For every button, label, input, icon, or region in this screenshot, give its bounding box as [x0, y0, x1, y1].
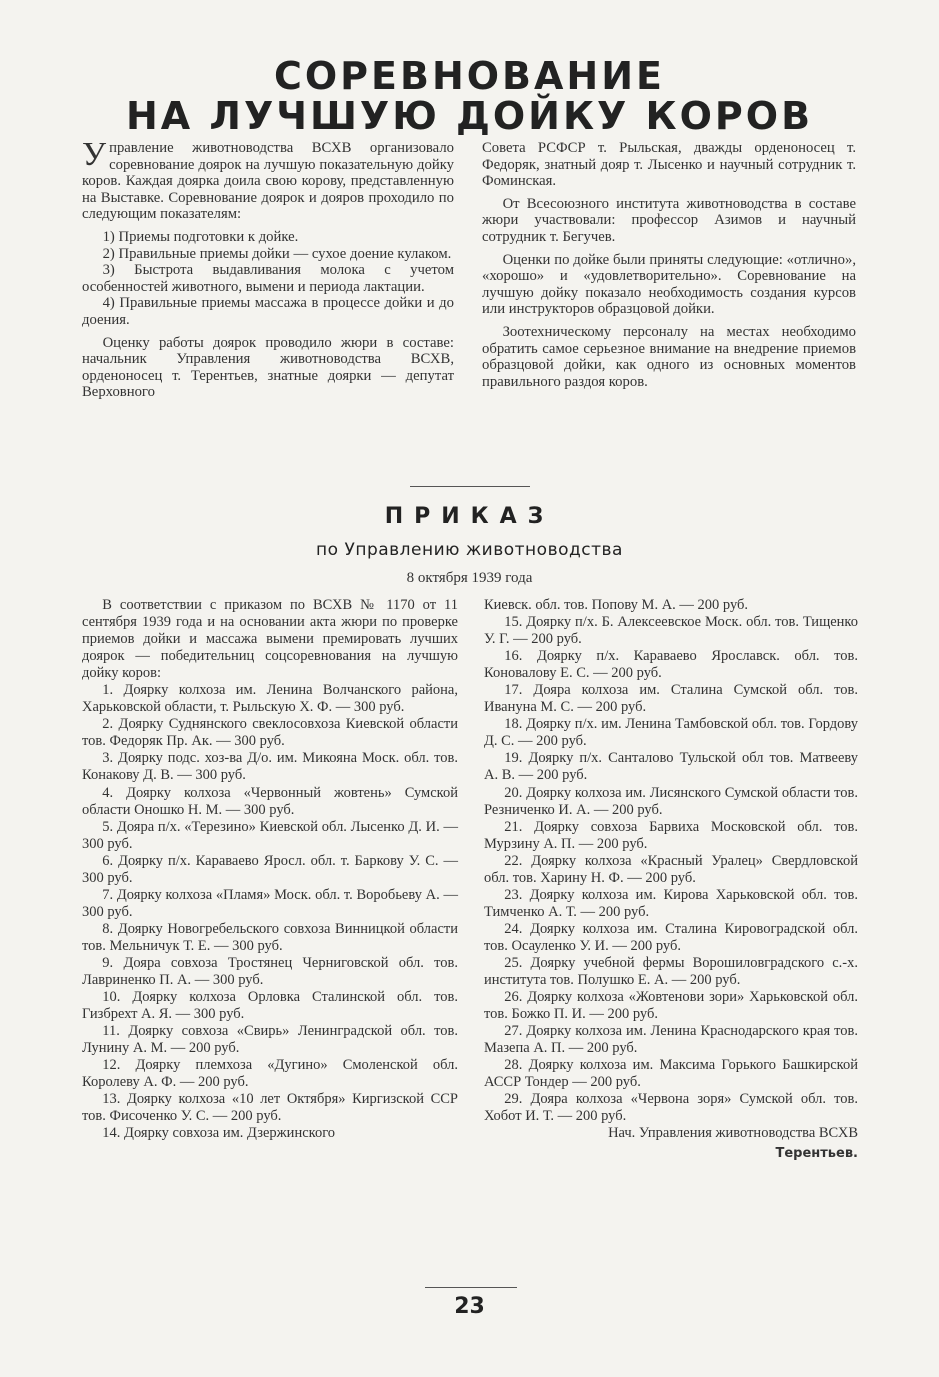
award-item: 8. Доярку Новогребельского совхоза Винницкой области тов. Мельничук Т. Е. — 300 руб.	[82, 920, 458, 954]
award-item: 20. Доярку колхоза им. Лисянского Сумской области тов. Резниченко И. А. — 200 руб.	[484, 784, 858, 818]
article-right-column	[482, 140, 856, 390]
order-title: ПРИКАЗ	[384, 504, 555, 529]
article-paragraph: Совета РСФСР т. Рыльская, дважды орденоносец т. Федоряк, знатный дояр т. Лысенко и научный сотрудник т. Фоминская.	[482, 140, 856, 190]
page-number-rule	[425, 1287, 517, 1288]
award-item: 14. Доярку совхоза им. Дзержинского	[102, 1125, 336, 1142]
order-left-column	[82, 597, 458, 1143]
article-title-line2: НА ЛУЧШУЮ ДОЙКУ КОРОВ	[125, 94, 814, 138]
signature-title: Нач. Управления животноводства ВСХВ	[608, 1125, 858, 1142]
article-paragraph: От Всесоюзного института животноводства в составе жюри участвовали: профессор Азимов и научный сотрудник т. Бегучев.	[482, 195, 856, 245]
page-number: 23	[454, 1294, 485, 1319]
award-item: 2. Доярку Суднянского свеклосовхоза Киевской области тов. Федоряк Пр. Ак. — 300 руб.	[82, 716, 458, 750]
award-item: 7. Доярку колхоза «Пламя» Моск. обл. т. Воробьеву А. — 300 руб.	[82, 886, 458, 920]
award-item: 5. Дояра п/х. «Терезино» Киевской обл. Лысенко Д. И. — 300 руб.	[82, 818, 458, 852]
award-item-continued: Киевск. обл. тов. Попову М. А. — 200 руб.	[484, 597, 749, 613]
award-item: 13. Доярку колхоза «10 лет Октября» Киргизской ССР тов. Фисоченко У. С. — 200 руб.	[82, 1091, 458, 1125]
article-paragraph: Управление животноводства ВСХВ организовало соревнование доярок на лучшую показательную дойку коров. Каждая доярка доила свою корову, представленную на Выставке. Соревнование доярок и дояров проходило по следующим показателям:	[82, 136, 454, 223]
award-item: 24. Доярку колхоза им. Сталина Кировоградской обл. тов. Осауленко У. И. — 200 руб.	[484, 920, 858, 954]
award-item: 27. Доярку колхоза им. Ленина Краснодарского края тов. Мазепа А. П. — 200 руб.	[484, 1023, 858, 1057]
order-right-column	[484, 597, 858, 1162]
criterion-item: 3) Быстрота выдавливания молока с учетом особенностей животного, вымени и периода лактации.	[82, 262, 454, 295]
drop-cap: У	[82, 136, 107, 173]
award-item: 19. Доярку п/х. Санталово Тульской обл тов. Матвееву А. В. — 200 руб.	[484, 750, 858, 784]
order-subtitle: по Управлению животноводства	[316, 540, 623, 560]
criterion-item: 2) Правильные приемы дойки — сухое доение кулаком.	[102, 245, 452, 262]
award-item: 11. Доярку совхоза «Свирь» Ленинградской обл. тов. Лунину А. М. — 200 руб.	[82, 1023, 458, 1057]
article-paragraph: Оценку работы доярок проводило жюри в составе: начальник Управления животноводства ВСХВ, орденоносец т. Терентьев, знатные доярки — депутат Верховного	[82, 334, 454, 401]
award-item: 26. Доярку колхоза «Жовтенови зори» Харьковской обл. тов. Божко П. И. — 200 руб.	[484, 989, 858, 1023]
award-item: 6. Доярку п/х. Караваево Яросл. обл. т. Баркову У. С. — 300 руб.	[82, 852, 458, 886]
award-item: 15. Доярку п/х. Б. Алексеевское Моск. обл. тов. Тищенко У. Г. — 200 руб.	[484, 614, 858, 648]
award-item: 29. Дояра колхоза «Червона зоря» Сумской обл. тов. Хобот И. Т. — 200 руб.	[484, 1091, 858, 1125]
award-item: 18. Доярку п/х. им. Ленина Тамбовской обл. тов. Гордову Д. С. — 200 руб.	[484, 716, 858, 750]
criterion-item: 1) Приемы подготовки к дойке.	[102, 228, 299, 245]
award-item: 16. Доярку п/х. Караваево Ярославск. обл. тов. Коновалову Е. С. — 200 руб.	[484, 648, 858, 682]
award-item: 21. Доярку совхоза Барвиха Московской обл. тов. Мурзину А. П. — 200 руб.	[484, 818, 858, 852]
award-item: 23. Доярку колхоза им. Кирова Харьковской обл. тов. Тимченко А. Т. — 200 руб.	[484, 886, 858, 920]
criterion-item: 4) Правильные приемы массажа в процессе дойки и до доения.	[82, 295, 454, 328]
award-item: 25. Доярку учебной фермы Ворошиловградского с.-х. института тов. Полушко Е. А. — 200 руб.	[484, 954, 858, 989]
article-paragraph: Оценки по дойке были приняты следующие: «отлично», «хорошо» и «удовлетворительно». Соревнование на лучшую дойку показало необходимость создания курсов или инструкторов образцовой дойки.	[482, 251, 856, 318]
award-list-right	[484, 614, 858, 1125]
award-item: 3. Доярку подс. хоз-ва Д/о. им. Микояна Моск. обл. тов. Конакову Д. В. — 300 руб.	[82, 750, 458, 784]
order-date: 8 октября 1939 года	[406, 570, 533, 586]
signature-name: Терентьев.	[775, 1145, 858, 1161]
award-item: 12. Доярку племхоза «Дугино» Смоленской обл. Королеву А. Ф. — 200 руб.	[82, 1057, 458, 1091]
section-divider	[410, 486, 530, 487]
award-item: 9. Дояра совхоза Тростянец Черниговской обл. тов. Лавриненко П. А. — 300 руб.	[82, 954, 458, 989]
award-item: 4. Доярку колхоза «Червонный жовтень» Сумской области Оношко Н. М. — 300 руб.	[82, 784, 458, 818]
article-paragraph: Зоотехническому персоналу на местах необходимо обратить самое серьезное внимание на внедрение приемов образцовой дойки, как одного из основных моментов правильного раздоя коров.	[482, 323, 856, 390]
article-title-line1: СОРЕВНОВАНИЕ	[273, 54, 665, 98]
award-item: 22. Доярку колхоза «Красный Уралец» Свердловской обл. тов. Харину Н. Ф. — 200 руб.	[484, 852, 858, 886]
award-item: 10. Доярку колхоза Орловка Сталинской обл. тов. Гизбрехт А. Я. — 300 руб.	[82, 989, 458, 1023]
award-item: 1. Доярку колхоза им. Ленина Волчанского района, Харьковской области, т. Рыльскую Х. Ф. — 300 руб.	[82, 682, 458, 716]
article-left-column	[82, 136, 454, 401]
order-intro: В соответствии с приказом по ВСХВ № 1170 от 11 сентября 1939 года и на основании акта жюри по проверке приемов дойки и массажа вымени премировать лучших доярок — победительниц соцсоревнования на лучшую дойку коров:	[82, 597, 458, 682]
award-list-left	[82, 682, 458, 1142]
award-item: 28. Доярку колхоза им. Максима Горького Башкирской АССР Тондер — 200 руб.	[484, 1057, 858, 1091]
award-item: 17. Дояра колхоза им. Сталина Сумской обл. тов. Ивануна М. С. — 200 руб.	[484, 682, 858, 716]
